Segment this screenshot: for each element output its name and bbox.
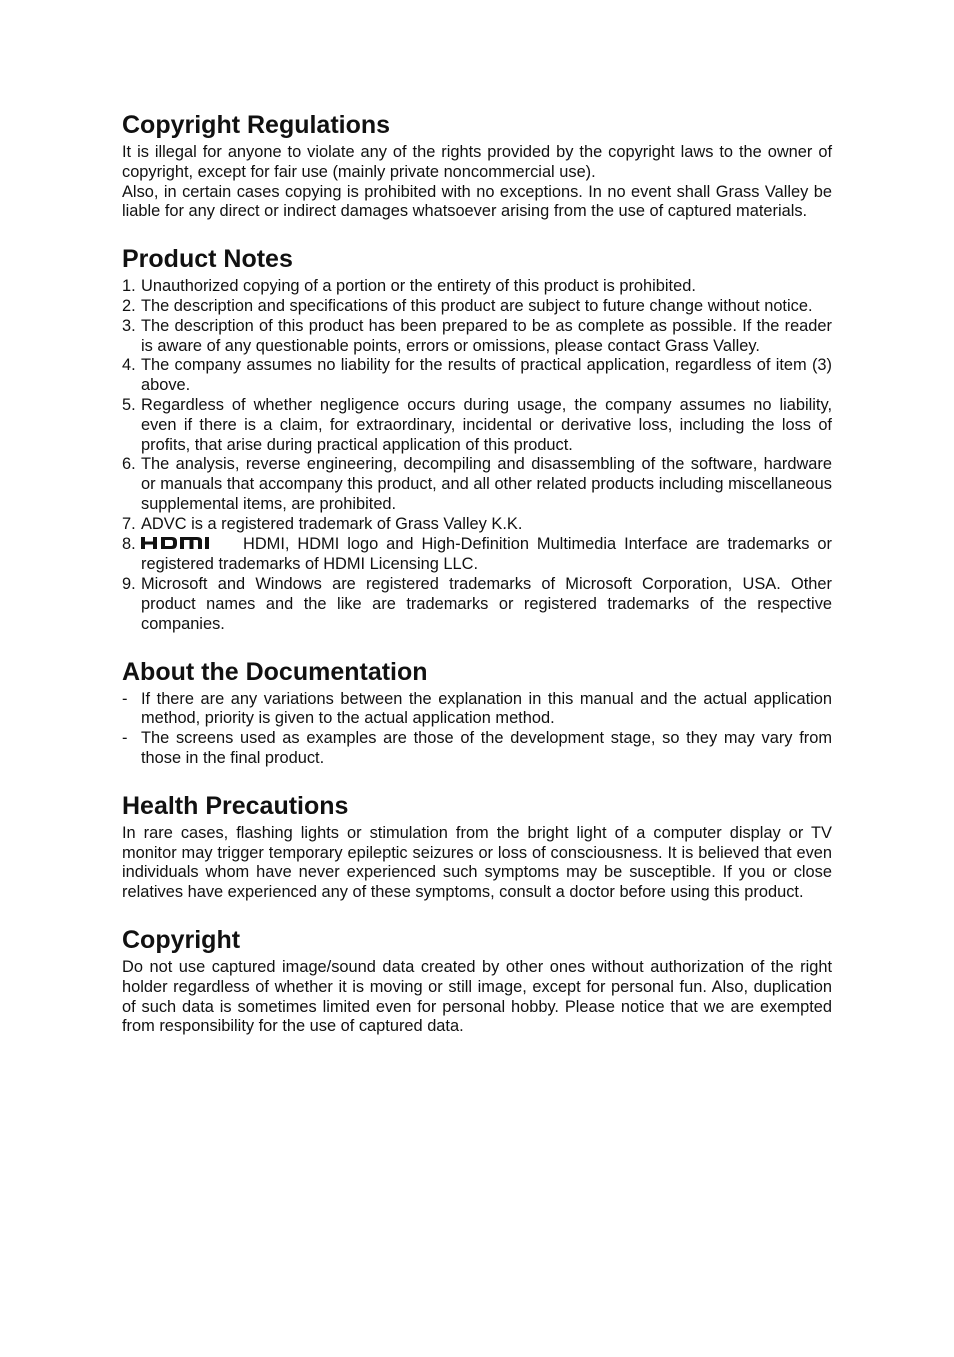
document-page — [122, 110, 832, 1059]
item-text: HDMI, HDMI logo and High-Definition Multimedia Interface are trademarks or registered trademarks of HDMI Licensing LLC. — [141, 534, 832, 574]
list-item — [122, 277, 832, 297]
item-number: 6. — [122, 455, 136, 474]
item-number: 7. — [122, 514, 136, 533]
list-item — [122, 317, 832, 357]
item-text: Unauthorized copying of a portion or the entirety of this product is prohibited. — [141, 277, 696, 296]
dash-marker: - — [122, 689, 128, 708]
list-item — [122, 455, 832, 514]
section-health-precautions — [122, 791, 832, 903]
product-notes-list — [122, 277, 832, 634]
section-title: About the Documentation — [122, 657, 428, 686]
section-copyright-regulations — [122, 110, 832, 222]
list-item — [122, 575, 832, 634]
section-about-documentation — [122, 657, 832, 769]
item-text: The company assumes no liability for the results of practical application, regardless of item (3) above. — [141, 356, 832, 395]
paragraph: It is illegal for anyone to violate any of the rights provided by the copyright laws to the owner of copyright, except for fair use (mainly private noncommercial use). — [122, 143, 832, 181]
dash-marker: - — [122, 729, 128, 748]
section-title: Copyright Regulations — [122, 111, 391, 139]
item-text: The analysis, reverse engineering, decompiling and disassembling of the software, hardware or manuals that accompany this product, and all other related products including miscellaneous supplemental items, are prohibited. — [141, 455, 832, 513]
item-text: The screens used as examples are those of the development stage, so they may vary from those in the final product. — [141, 729, 832, 767]
item-number: 5. — [122, 395, 136, 414]
documentation-list — [122, 690, 832, 769]
paragraph: Also, in certain cases copying is prohibited with no exceptions. In no event shall Grass Valley be liable for any direct or indirect damages whatsoever arising from the use of captured materials. — [122, 182, 832, 221]
paragraph: In rare cases, flashing lights or stimulation from the bright light of a computer display or TV monitor may trigger temporary epileptic seizures or loss of consciousness. It is believed that even individuals whom have never experienced such symptoms may be susceptible. If you or close relatives have experienced any of these symptoms, consult a doctor before using this product. — [122, 823, 832, 902]
list-item — [122, 396, 832, 455]
item-number: 9. — [122, 575, 136, 594]
item-number: 1. — [122, 277, 136, 296]
item-text: Microsoft and Windows are registered trademarks of Microsoft Corporation, USA. Other product names and the like are trademarks or registered trademarks of the respective companies. — [141, 575, 832, 633]
list-item — [122, 297, 832, 317]
item-text: ADVC is a registered trademark of Grass Valley K.K. — [141, 514, 523, 533]
item-text: The description and specifications of this product are subject to future change without notice. — [141, 296, 813, 315]
section-title: Copyright — [122, 925, 241, 954]
paragraph: Do not use captured image/sound data created by other ones without authorization of the right holder regardless of whether it is moving or still image, except for personal fun. Also, duplication of such data is sometimes limited even for personal hobby. Please notice that we are exempted from responsibility for the use of captured data. — [122, 957, 832, 1036]
section-copyright — [122, 925, 832, 1037]
section-title: Health Precautions — [122, 791, 349, 820]
item-text: Regardless of whether negligence occurs during usage, the company assumes no liability, even if there is a claim, for extraordinary, incidental or derivative loss, including the loss of profits, that arise during practical application of this product. — [141, 395, 832, 454]
list-item — [122, 515, 832, 535]
list-item — [122, 690, 832, 730]
item-text: If there are any variations between the explanation in this manual and the actual application method, priority is given to the actual application method. — [141, 689, 832, 728]
list-item — [122, 535, 832, 576]
section-title: Product Notes — [122, 245, 293, 274]
item-number: 4. — [122, 356, 136, 375]
section-product-notes — [122, 244, 832, 634]
list-item — [122, 356, 832, 396]
list-item — [122, 729, 832, 769]
item-number: 3. — [122, 316, 136, 335]
item-number: 2. — [122, 296, 136, 315]
item-number: 8. — [122, 534, 136, 553]
item-text: The description of this product has been prepared to be as complete as possible. If the reader is aware of any questionable points, errors or omissions, please contact Grass Valley. — [141, 316, 832, 355]
hdmi-logo-icon — [141, 536, 221, 556]
